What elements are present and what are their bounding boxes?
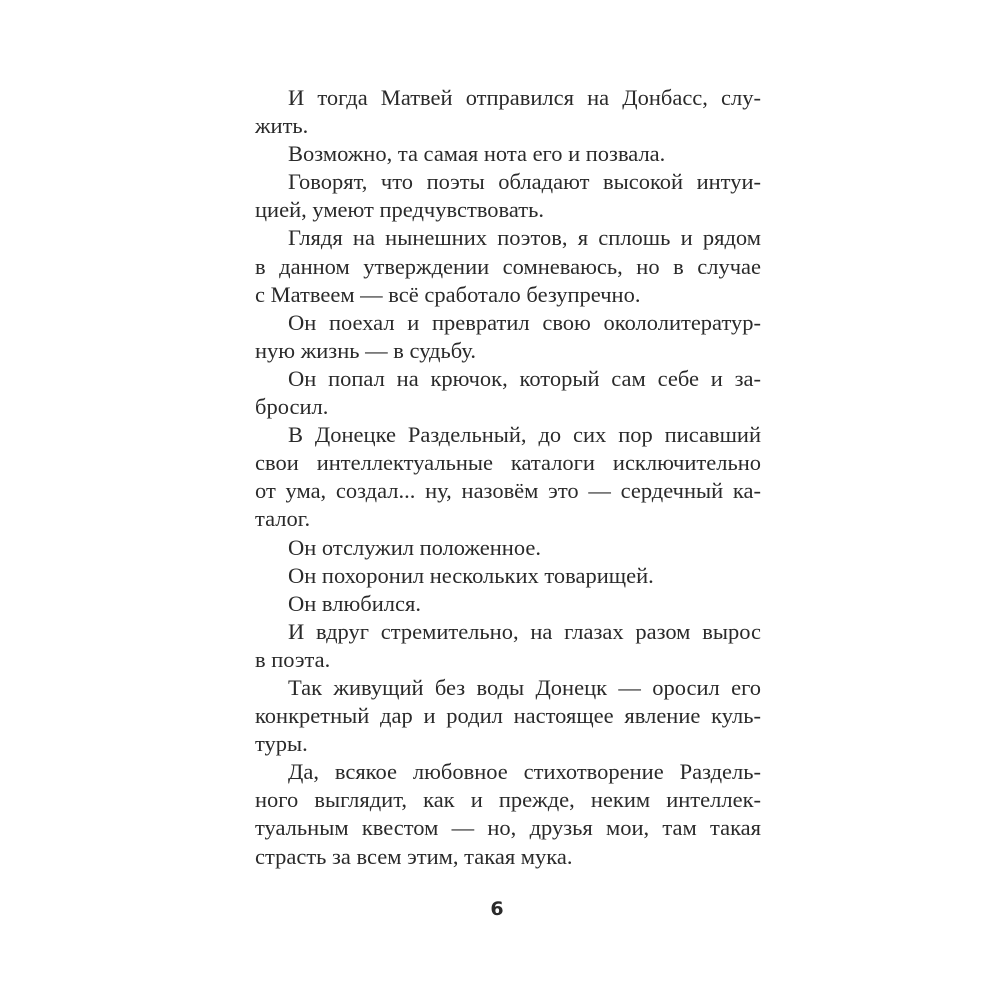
text-line: в данном утверждении сомневаюсь, но в случае — [255, 253, 761, 279]
text-line: В Донецке Раздельный, до сих пор писавший — [288, 422, 761, 448]
paragraph — [255, 421, 761, 533]
text-line: И тогда Матвей отправился на Донбасс, слу- — [288, 85, 761, 110]
page-number: 6 — [490, 898, 504, 920]
paragraph — [255, 534, 761, 562]
paragraph — [255, 224, 761, 308]
text-line: жить. — [255, 113, 309, 139]
text-line: страсть за всем этим, такая мука. — [255, 843, 573, 869]
text-line: свои интеллектуальные каталоги исключительно — [255, 450, 761, 476]
text-line: бросил. — [255, 394, 329, 420]
text-line: цией, умеют предчувствовать. — [255, 197, 544, 223]
paragraph — [255, 590, 761, 618]
text-line: И вдруг стремительно, на глазах разом вырос — [288, 618, 761, 644]
text-line: Он отслужил положенное. — [288, 534, 541, 560]
text-line: талог. — [255, 506, 311, 532]
paragraph — [255, 618, 761, 674]
text-line: Говорят, что поэты обладают высокой интуи- — [288, 169, 761, 195]
paragraph — [255, 562, 761, 590]
paragraph — [255, 365, 761, 421]
text-line: Он влюбился. — [288, 590, 421, 616]
text-line: Так живущий без воды Донецк — оросил его — [288, 674, 761, 700]
paragraph — [255, 758, 761, 870]
text-line: с Матвеем — всё сработало безупречно. — [255, 281, 641, 307]
text-line: ного выглядит, как и прежде, неким интеллек- — [255, 787, 761, 813]
paragraph — [255, 309, 761, 365]
text-line: Он поехал и превратил свою окололитератур- — [288, 309, 761, 335]
text-line: ную жизнь — в судьбу. — [255, 337, 476, 363]
text-line: в поэта. — [255, 646, 331, 672]
text-line: туры. — [255, 731, 308, 757]
text-line: конкретный дар и родил настоящее явление куль- — [255, 703, 761, 729]
body-text — [255, 84, 761, 871]
paragraph — [255, 140, 761, 168]
text-line: туальным квестом — но, друзья мои, там такая — [255, 815, 761, 841]
text-line: Возможно, та самая нота его и позвала. — [288, 141, 666, 167]
text-line: Он попал на крючок, который сам себе и за- — [288, 365, 761, 391]
text-line: от ума, создал... ну, назовём это — сердечный ка- — [255, 478, 761, 504]
text-line: Глядя на нынешних поэтов, я сплошь и рядом — [288, 225, 761, 251]
paragraph — [255, 168, 761, 224]
paragraph — [255, 674, 761, 758]
text-line: Он похоронил нескольких товарищей. — [288, 562, 654, 588]
paragraph — [255, 84, 761, 140]
text-line: Да, всякое любовное стихотворение Раздель- — [288, 759, 761, 785]
